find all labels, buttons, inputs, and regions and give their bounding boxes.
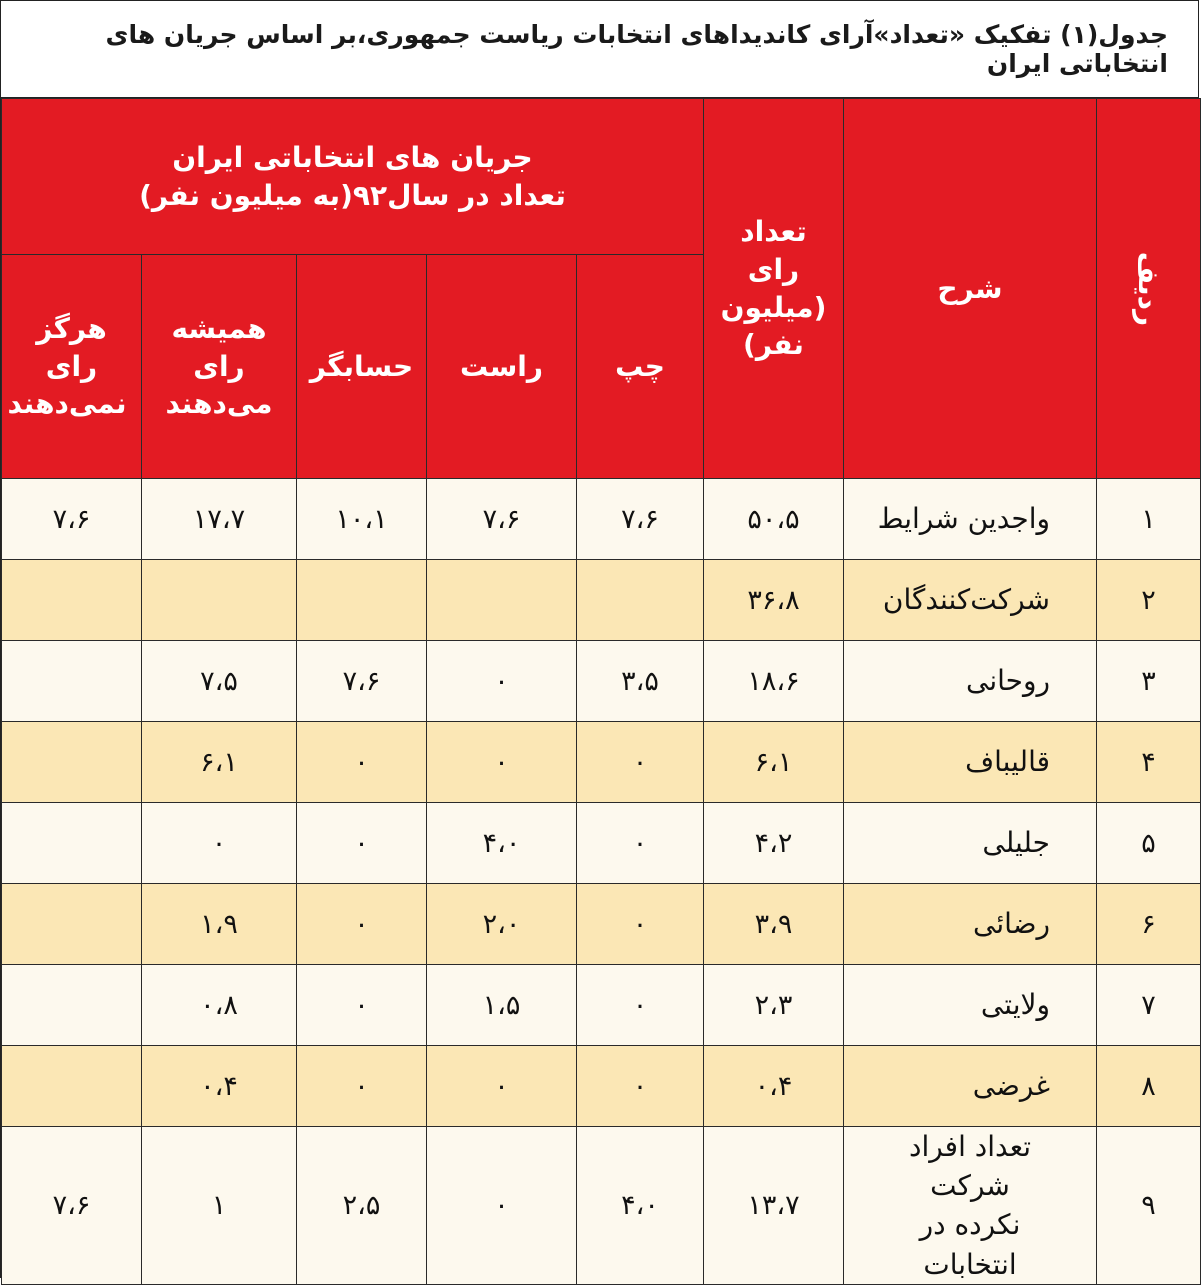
- cell-right: ۷،۶: [427, 479, 577, 560]
- cell-no: ۱: [1097, 479, 1201, 560]
- cell-label: ولایتی: [844, 965, 1097, 1046]
- table-row: [2, 803, 1201, 884]
- header-row-no: [1097, 99, 1201, 479]
- cell-right: [427, 560, 577, 641]
- cell-right: ۱،۵: [427, 965, 577, 1046]
- cell-swing: [297, 560, 427, 641]
- cell-always: ۰،۴: [142, 1046, 297, 1127]
- cell-right: ۲،۰: [427, 884, 577, 965]
- cell-left: [577, 560, 704, 641]
- table-row: [2, 1046, 1201, 1127]
- header-swing: حسابگر: [297, 255, 427, 479]
- cell-right: ۰: [427, 1127, 577, 1285]
- cell-always: ۶،۱: [142, 722, 297, 803]
- cell-left: ۴،۰: [577, 1127, 704, 1285]
- cell-no: ۸: [1097, 1046, 1201, 1127]
- cell-left: ۷،۶: [577, 479, 704, 560]
- cell-left: ۰: [577, 884, 704, 965]
- cell-swing: ۲،۵: [297, 1127, 427, 1285]
- cell-always: ۰: [142, 803, 297, 884]
- cell-swing: ۰: [297, 965, 427, 1046]
- cell-label: [844, 1127, 1097, 1285]
- cell-no: ۳: [1097, 641, 1201, 722]
- table-row: [2, 965, 1201, 1046]
- cell-no: ۶: [1097, 884, 1201, 965]
- header-always-label: همیشه رای می‌دهند: [165, 311, 273, 421]
- cell-always: ۱: [142, 1127, 297, 1285]
- cell-always: ۱۷،۷: [142, 479, 297, 560]
- cell-always: ۱،۹: [142, 884, 297, 965]
- cell-votes: ۳۶،۸: [704, 560, 844, 641]
- table-row: [2, 479, 1201, 560]
- table-row: [2, 641, 1201, 722]
- cell-always: ۷،۵: [142, 641, 297, 722]
- cell-label: شرکت‌کنندگان: [844, 560, 1097, 641]
- cell-right: ۰: [427, 722, 577, 803]
- votes-table: [1, 98, 1201, 1285]
- cell-label-text: تعداد افراد شرکت نکرده در انتخابات: [908, 1130, 1031, 1281]
- cell-left: ۰: [577, 803, 704, 884]
- cell-no: ۴: [1097, 722, 1201, 803]
- header-groups: [2, 99, 704, 255]
- table-row: [2, 1127, 1201, 1285]
- cell-swing: ۱۰،۱: [297, 479, 427, 560]
- cell-no: ۲: [1097, 560, 1201, 641]
- header-always: [142, 255, 297, 479]
- cell-label: روحانی: [844, 641, 1097, 722]
- header-left: چپ: [577, 255, 704, 479]
- table-row: [2, 560, 1201, 641]
- cell-never: [2, 803, 142, 884]
- cell-never: [2, 965, 142, 1046]
- cell-label: غرضی: [844, 1046, 1097, 1127]
- cell-votes: ۳،۹: [704, 884, 844, 965]
- cell-label: رضائی: [844, 884, 1097, 965]
- cell-votes: ۲،۳: [704, 965, 844, 1046]
- cell-no: ۵: [1097, 803, 1201, 884]
- cell-swing: ۰: [297, 722, 427, 803]
- header-votes-label: تعداد رای (میلیون نفر): [720, 214, 827, 362]
- cell-swing: ۰: [297, 1046, 427, 1127]
- table-row: [2, 884, 1201, 965]
- cell-never: [2, 560, 142, 641]
- cell-votes: ۶،۱: [704, 722, 844, 803]
- cell-always: [142, 560, 297, 641]
- header-groups-line1: جریان های انتخاباتی ایران: [172, 140, 533, 174]
- cell-no: ۷: [1097, 965, 1201, 1046]
- header-never-label: هرگز رای نمی‌دهند: [7, 311, 127, 421]
- cell-right: ۰: [427, 641, 577, 722]
- header-never: [2, 255, 142, 479]
- cell-never: [2, 884, 142, 965]
- cell-never: ۷،۶: [2, 479, 142, 560]
- header-groups-line2: تعداد در سال۹۲(به میلیون نفر): [139, 178, 566, 212]
- cell-always: ۰،۸: [142, 965, 297, 1046]
- cell-votes: ۵۰،۵: [704, 479, 844, 560]
- cell-votes: ۱۳،۷: [704, 1127, 844, 1285]
- cell-no: ۹: [1097, 1127, 1201, 1285]
- cell-votes: ۱۸،۶: [704, 641, 844, 722]
- cell-swing: ۰: [297, 884, 427, 965]
- cell-label: جلیلی: [844, 803, 1097, 884]
- header-description: شرح: [844, 99, 1097, 479]
- cell-left: ۳،۵: [577, 641, 704, 722]
- cell-right: ۴،۰: [427, 803, 577, 884]
- cell-left: ۰: [577, 722, 704, 803]
- cell-never: [2, 722, 142, 803]
- table-row: [2, 722, 1201, 803]
- cell-never: [2, 641, 142, 722]
- cell-left: ۰: [577, 965, 704, 1046]
- cell-label: واجدین شرایط: [844, 479, 1097, 560]
- cell-left: ۰: [577, 1046, 704, 1127]
- cell-votes: ۴،۲: [704, 803, 844, 884]
- table-title: جدول(۱) تفکیک «تعداد»آرای کاندیداهای انتخابات ریاست جمهوری،بر اساس جریان های انتخاباتی ایران: [1, 1, 1198, 98]
- header-row-no-label: ردیف: [1132, 251, 1166, 326]
- cell-swing: ۷،۶: [297, 641, 427, 722]
- cell-never: [2, 1046, 142, 1127]
- cell-label: قالیباف: [844, 722, 1097, 803]
- cell-votes: ۰،۴: [704, 1046, 844, 1127]
- cell-right: ۰: [427, 1046, 577, 1127]
- cell-never: ۷،۶: [2, 1127, 142, 1285]
- cell-swing: ۰: [297, 803, 427, 884]
- header-right: راست: [427, 255, 577, 479]
- header-votes: [704, 99, 844, 479]
